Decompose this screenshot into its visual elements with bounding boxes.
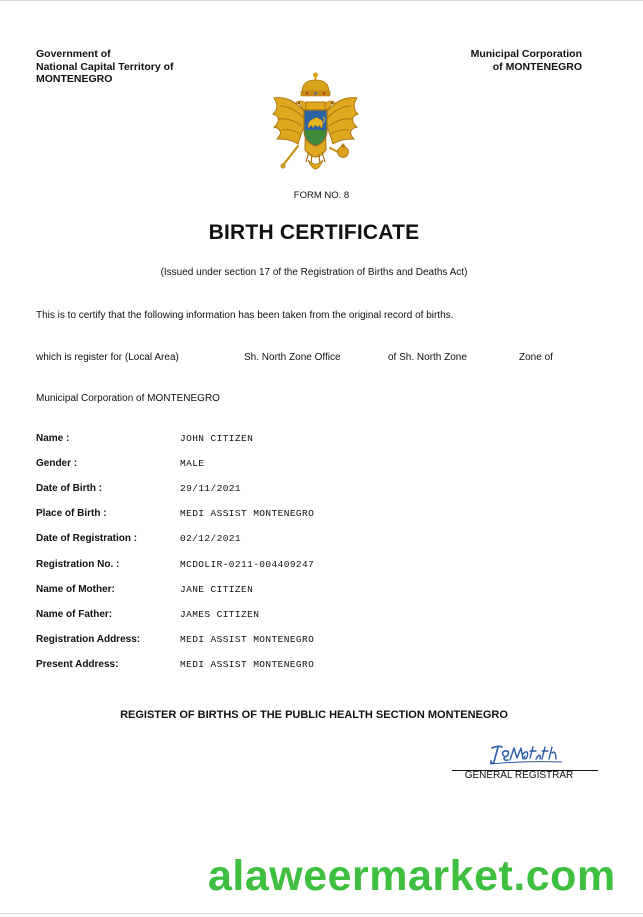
issuer-municipal-line-1: Municipal Corporation <box>470 48 582 60</box>
signature-icon <box>486 742 566 766</box>
local-area-zone: of Sh. North Zone <box>388 352 467 363</box>
record-label: Present Address: <box>36 659 119 670</box>
issuer-government-line-1: Government of <box>36 48 111 60</box>
page-top-border <box>0 0 643 1</box>
shield-icon <box>304 110 327 146</box>
record-value: 02/12/2021 <box>180 533 242 544</box>
record-label: Name of Mother: <box>36 584 115 595</box>
record-label: Gender : <box>36 458 78 469</box>
municipal-corporation-text: Municipal Corporation of MONTENEGRO <box>36 393 220 404</box>
record-label: Place of Birth : <box>36 508 107 519</box>
watermark: alaweermarket.com <box>208 852 616 900</box>
record-label: Date of Registration : <box>36 533 138 544</box>
certify-statement: This is to certify that the following information has been taken from the original record of births. <box>36 310 454 321</box>
issuer-government <box>36 48 174 86</box>
form-number: FORM NO. 8 <box>293 190 350 201</box>
issuer-municipal-line-2: of MONTENEGRO <box>492 60 582 73</box>
issuer-government-line-3: MONTENEGRO <box>36 73 113 85</box>
record-value: 29/11/2021 <box>180 483 242 494</box>
record-value: MALE <box>180 458 205 469</box>
record-label: Date of Birth : <box>36 483 103 494</box>
record-value: JOHN CITIZEN <box>180 433 254 444</box>
record-value: MEDI ASSIST MONTENEGRO <box>180 634 315 645</box>
record-value: JANE CITIZEN <box>180 584 254 595</box>
local-area-zone-of: Zone of <box>519 352 553 363</box>
page-bottom-border <box>0 913 643 914</box>
document-title: BIRTH CERTIFICATE <box>208 221 420 244</box>
document-subtitle: (Issued under section 17 of the Registration of Births and Deaths Act) <box>160 267 468 278</box>
record-label: Registration No. : <box>36 559 120 570</box>
record-value: MEDI ASSIST MONTENEGRO <box>180 659 315 670</box>
record-value: MEDI ASSIST MONTENEGRO <box>180 508 315 519</box>
registrar-label: GENERAL REGISTRAR <box>464 770 574 781</box>
issuer-government-line-2: National Capital Territory of <box>36 60 174 73</box>
record-label: Name : <box>36 433 70 444</box>
local-area-label: which is register for (Local Area) <box>36 352 179 363</box>
record-value: JAMES CITIZEN <box>180 609 260 620</box>
issuer-municipal <box>471 48 582 73</box>
register-title: REGISTER OF BIRTHS OF THE PUBLIC HEALTH SECTION MONTENEGRO <box>120 709 508 721</box>
montenegro-coat-of-arms-icon <box>268 72 363 178</box>
local-area-office: Sh. North Zone Office <box>244 352 341 363</box>
record-label: Name of Father: <box>36 609 113 620</box>
crown-icon <box>301 73 330 97</box>
record-label: Registration Address: <box>36 634 141 645</box>
record-value: MCDOLIR-0211-004409247 <box>180 559 315 570</box>
